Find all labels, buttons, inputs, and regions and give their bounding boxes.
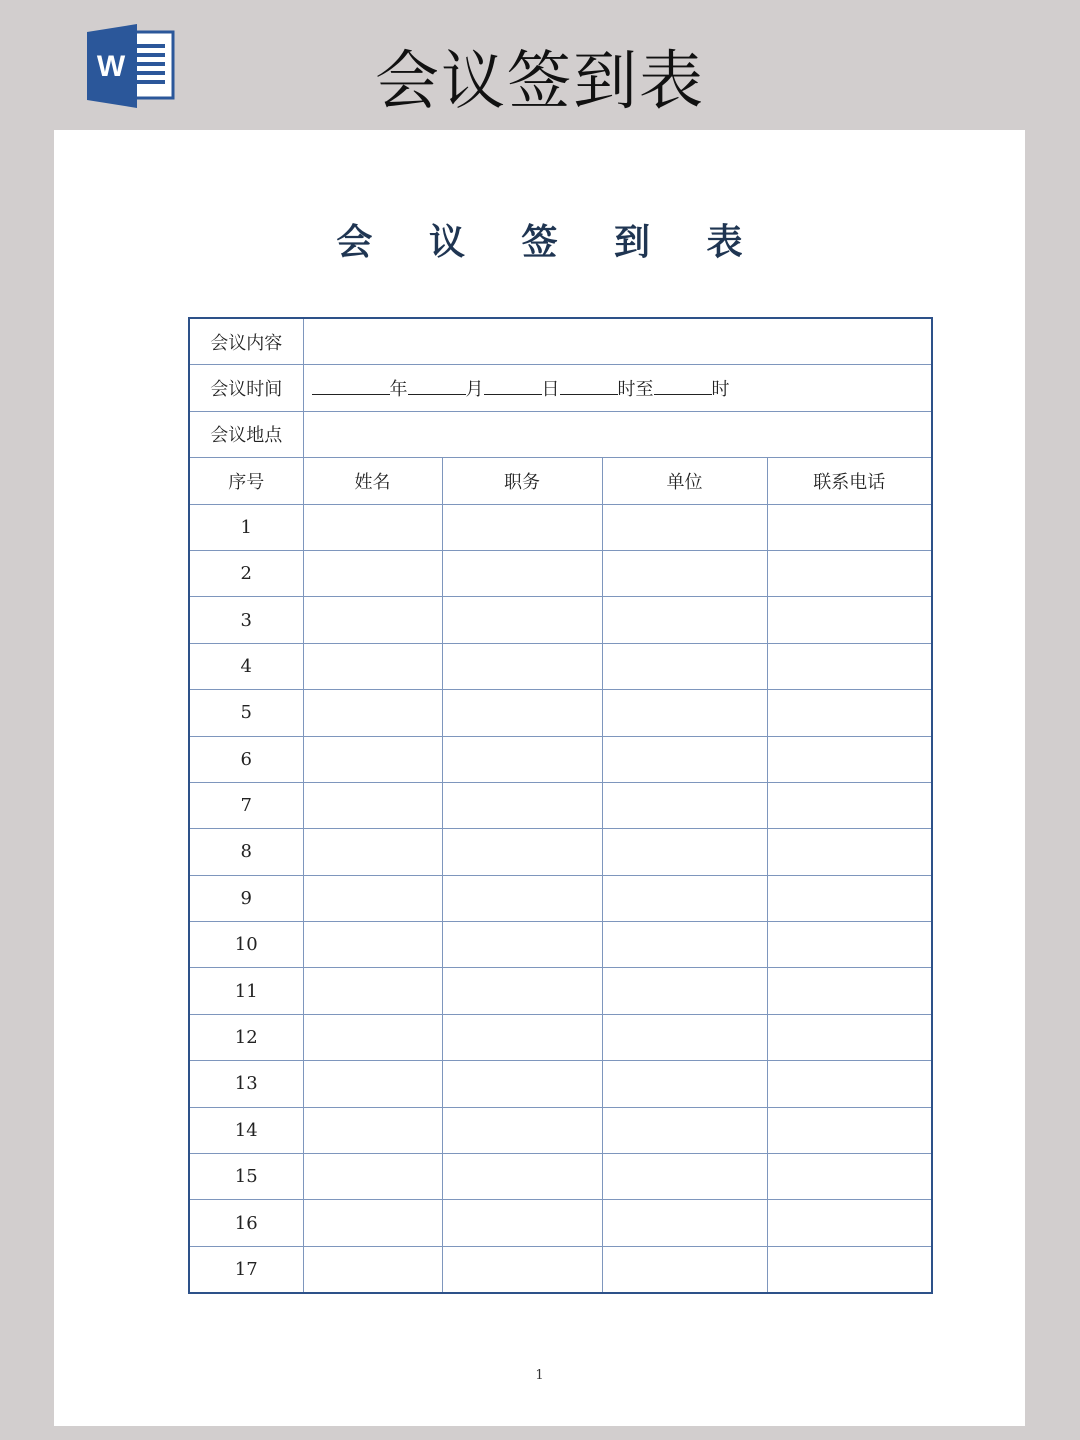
phone-cell[interactable] bbox=[767, 1200, 932, 1246]
position-cell[interactable] bbox=[442, 875, 602, 921]
document-page bbox=[54, 130, 1025, 1426]
table-row bbox=[189, 782, 932, 828]
unit-cell[interactable] bbox=[602, 597, 767, 643]
unit-cell[interactable] bbox=[602, 550, 767, 596]
position-cell[interactable] bbox=[442, 550, 602, 596]
name-cell[interactable] bbox=[303, 1246, 442, 1293]
page-number: 1 bbox=[535, 1368, 544, 1383]
table-row bbox=[189, 968, 932, 1014]
table-row bbox=[189, 1014, 932, 1060]
row-number: 11 bbox=[189, 968, 303, 1014]
unit-cell[interactable] bbox=[602, 782, 767, 828]
table-row bbox=[189, 1246, 932, 1293]
row-number: 1 bbox=[189, 504, 303, 550]
phone-cell[interactable] bbox=[767, 1246, 932, 1293]
column-header-number: 序号 bbox=[189, 458, 303, 504]
phone-cell[interactable] bbox=[767, 550, 932, 596]
meeting-content-field[interactable] bbox=[303, 318, 932, 365]
column-header-phone: 联系电话 bbox=[767, 458, 932, 504]
year-blank[interactable] bbox=[312, 376, 390, 395]
unit-cell[interactable] bbox=[602, 829, 767, 875]
table-row bbox=[189, 736, 932, 782]
meeting-location-label: 会议地点 bbox=[189, 411, 303, 457]
hour-unit: 时 bbox=[711, 379, 730, 401]
meeting-content-label: 会议内容 bbox=[189, 318, 303, 365]
name-cell[interactable] bbox=[303, 922, 442, 968]
phone-cell[interactable] bbox=[767, 1107, 932, 1153]
banner-title: 会议签到表 bbox=[375, 45, 705, 119]
table-row bbox=[189, 690, 932, 736]
sign-in-table bbox=[188, 317, 933, 1294]
phone-cell[interactable] bbox=[767, 504, 932, 550]
position-cell[interactable] bbox=[442, 1246, 602, 1293]
meeting-time-field[interactable] bbox=[303, 365, 932, 411]
unit-cell[interactable] bbox=[602, 1246, 767, 1293]
name-cell[interactable] bbox=[303, 1154, 442, 1200]
unit-cell[interactable] bbox=[602, 875, 767, 921]
name-cell[interactable] bbox=[303, 504, 442, 550]
position-cell[interactable] bbox=[442, 1200, 602, 1246]
phone-cell[interactable] bbox=[767, 829, 932, 875]
row-number: 6 bbox=[189, 736, 303, 782]
table-row bbox=[189, 550, 932, 596]
phone-cell[interactable] bbox=[767, 643, 932, 689]
info-row-location bbox=[189, 411, 932, 457]
row-number: 12 bbox=[189, 1014, 303, 1060]
phone-cell[interactable] bbox=[767, 875, 932, 921]
month-unit: 月 bbox=[465, 379, 484, 401]
name-cell[interactable] bbox=[303, 690, 442, 736]
position-cell[interactable] bbox=[442, 1107, 602, 1153]
position-cell[interactable] bbox=[442, 968, 602, 1014]
meeting-time-label: 会议时间 bbox=[189, 365, 303, 411]
row-number: 10 bbox=[189, 922, 303, 968]
column-header-unit: 单位 bbox=[602, 458, 767, 504]
table-row bbox=[189, 643, 932, 689]
unit-cell[interactable] bbox=[602, 643, 767, 689]
name-cell[interactable] bbox=[303, 736, 442, 782]
table-row bbox=[189, 1154, 932, 1200]
row-number: 2 bbox=[189, 550, 303, 596]
row-number: 3 bbox=[189, 597, 303, 643]
meeting-location-field[interactable] bbox=[303, 411, 932, 457]
unit-cell[interactable] bbox=[602, 1200, 767, 1246]
month-blank[interactable] bbox=[408, 376, 466, 395]
unit-cell[interactable] bbox=[602, 1154, 767, 1200]
svg-text:W: W bbox=[96, 50, 126, 83]
position-cell[interactable] bbox=[442, 1154, 602, 1200]
row-number: 16 bbox=[189, 1200, 303, 1246]
name-cell[interactable] bbox=[303, 1200, 442, 1246]
phone-cell[interactable] bbox=[767, 1014, 932, 1060]
name-cell[interactable] bbox=[303, 829, 442, 875]
row-number: 13 bbox=[189, 1061, 303, 1107]
year-unit: 年 bbox=[389, 379, 408, 401]
phone-cell[interactable] bbox=[767, 968, 932, 1014]
phone-cell[interactable] bbox=[767, 1154, 932, 1200]
unit-cell[interactable] bbox=[602, 736, 767, 782]
table-row bbox=[189, 875, 932, 921]
position-cell[interactable] bbox=[442, 829, 602, 875]
unit-cell[interactable] bbox=[602, 968, 767, 1014]
position-cell[interactable] bbox=[442, 597, 602, 643]
unit-cell[interactable] bbox=[602, 922, 767, 968]
row-number: 7 bbox=[189, 782, 303, 828]
row-number: 14 bbox=[189, 1107, 303, 1153]
position-cell[interactable] bbox=[442, 736, 602, 782]
info-row-time bbox=[189, 365, 932, 411]
hour-to-unit: 时至 bbox=[617, 379, 654, 401]
position-cell[interactable] bbox=[442, 1061, 602, 1107]
column-header-name: 姓名 bbox=[303, 458, 442, 504]
day-unit: 日 bbox=[541, 379, 560, 401]
table-row bbox=[189, 597, 932, 643]
table-row bbox=[189, 504, 932, 550]
position-cell[interactable] bbox=[442, 690, 602, 736]
row-number: 17 bbox=[189, 1246, 303, 1293]
position-cell[interactable] bbox=[442, 504, 602, 550]
phone-cell[interactable] bbox=[767, 597, 932, 643]
position-cell[interactable] bbox=[442, 643, 602, 689]
table-row bbox=[189, 829, 932, 875]
name-cell[interactable] bbox=[303, 597, 442, 643]
unit-cell[interactable] bbox=[602, 1014, 767, 1060]
phone-cell[interactable] bbox=[767, 922, 932, 968]
table-row bbox=[189, 1107, 932, 1153]
position-cell[interactable] bbox=[442, 782, 602, 828]
name-cell[interactable] bbox=[303, 1061, 442, 1107]
row-number: 15 bbox=[189, 1154, 303, 1200]
phone-cell[interactable] bbox=[767, 782, 932, 828]
name-cell[interactable] bbox=[303, 550, 442, 596]
unit-cell[interactable] bbox=[602, 1107, 767, 1153]
position-cell[interactable] bbox=[442, 1014, 602, 1060]
name-cell[interactable] bbox=[303, 875, 442, 921]
phone-cell[interactable] bbox=[767, 690, 932, 736]
name-cell[interactable] bbox=[303, 1107, 442, 1153]
table-header-row bbox=[189, 458, 932, 504]
start-hour-blank[interactable] bbox=[560, 376, 618, 395]
phone-cell[interactable] bbox=[767, 736, 932, 782]
position-cell[interactable] bbox=[442, 922, 602, 968]
name-cell[interactable] bbox=[303, 782, 442, 828]
document-title: 会 议 签 到 表 bbox=[336, 222, 765, 263]
column-header-position: 职务 bbox=[442, 458, 602, 504]
end-hour-blank[interactable] bbox=[654, 376, 712, 395]
row-number: 4 bbox=[189, 643, 303, 689]
table-row bbox=[189, 922, 932, 968]
row-number: 9 bbox=[189, 875, 303, 921]
table-row bbox=[189, 1061, 932, 1107]
row-number: 5 bbox=[189, 690, 303, 736]
info-row-content bbox=[189, 318, 932, 365]
table-row bbox=[189, 1200, 932, 1246]
unit-cell[interactable] bbox=[602, 504, 767, 550]
phone-cell[interactable] bbox=[767, 1061, 932, 1107]
name-cell[interactable] bbox=[303, 1014, 442, 1060]
row-number: 8 bbox=[189, 829, 303, 875]
day-blank[interactable] bbox=[484, 376, 542, 395]
unit-cell[interactable] bbox=[602, 1061, 767, 1107]
unit-cell[interactable] bbox=[602, 690, 767, 736]
name-cell[interactable] bbox=[303, 643, 442, 689]
name-cell[interactable] bbox=[303, 968, 442, 1014]
